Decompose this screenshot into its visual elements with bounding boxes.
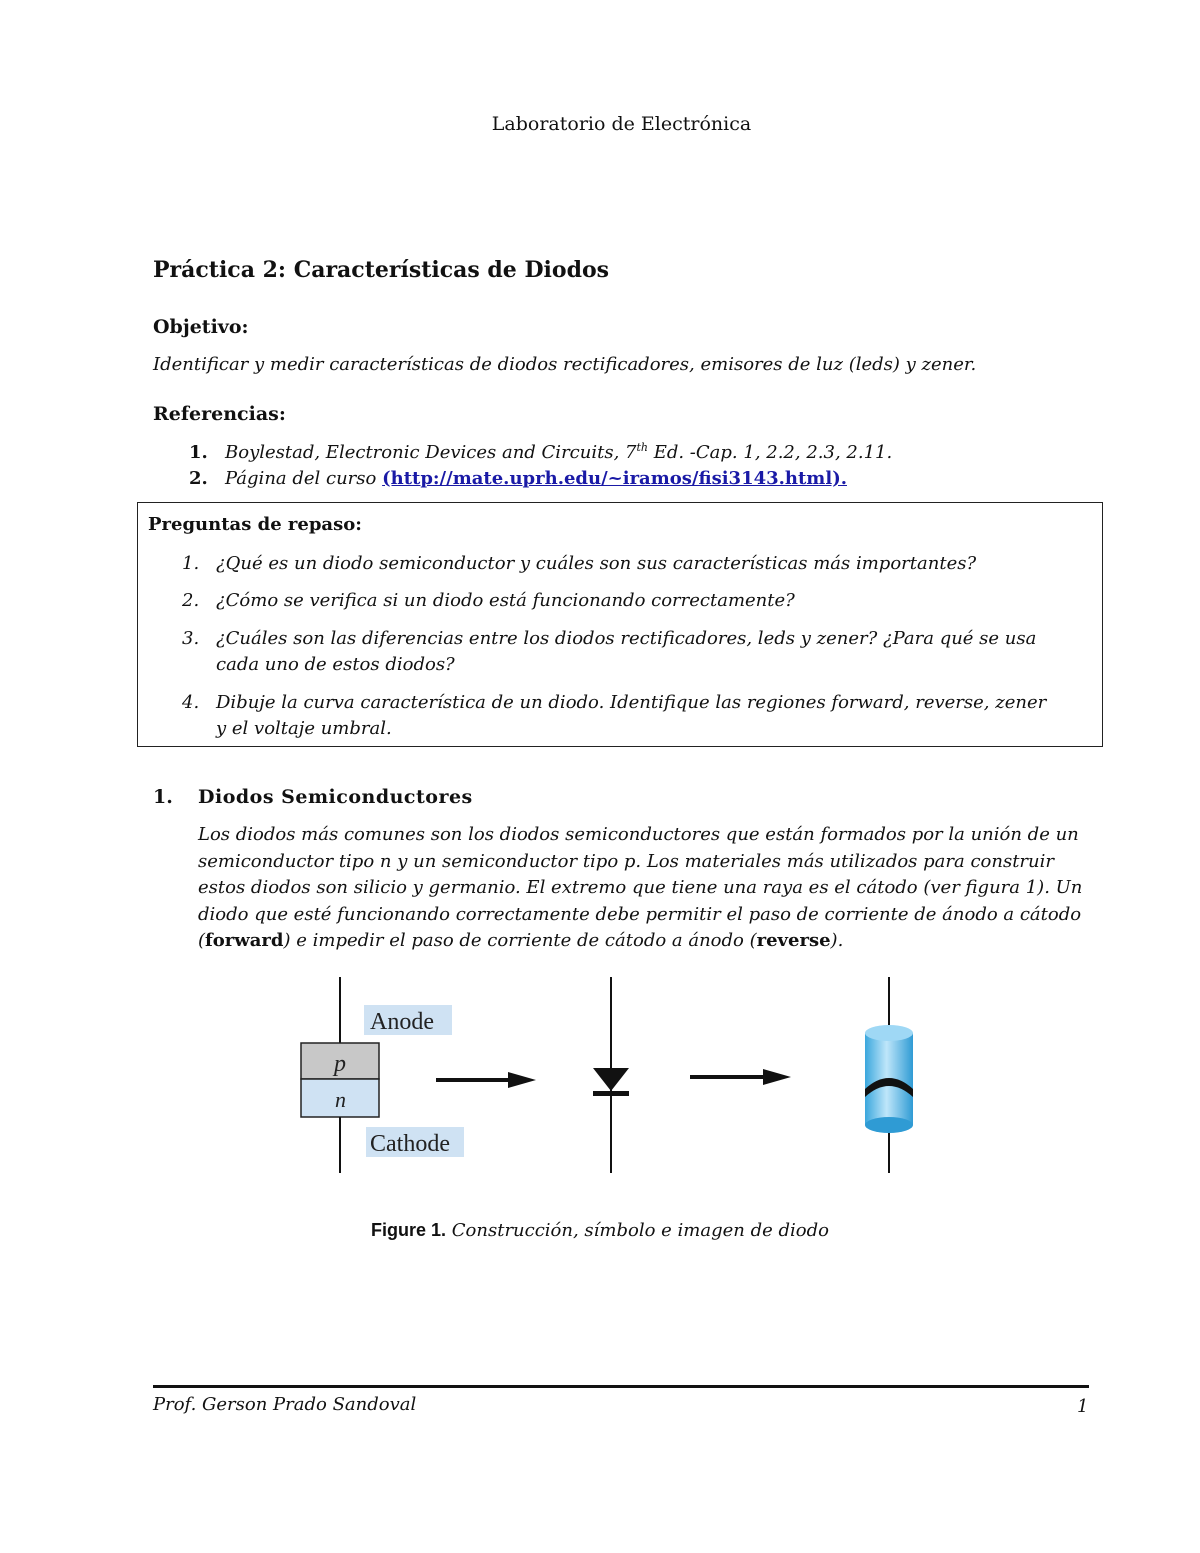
footer-divider — [153, 1385, 1089, 1388]
review-question — [182, 626, 1062, 678]
question-text: ¿Cuáles son las diferencias entre los diodos rectificadores, leds y zener? ¿Para qué se usa cada uno de estos diodos? — [216, 628, 1037, 675]
reference-item — [189, 468, 847, 489]
reference-text: Boylestad, Electronic Devices and Circuits, 7 — [225, 442, 637, 463]
body-text: ) e impedir el paso de corriente de cátodo a ánodo ( — [283, 930, 757, 951]
question-number: 2. — [182, 590, 200, 611]
question-number: 4. — [182, 692, 200, 713]
objective-text: Identificar y medir características de diodos rectificadores, emisores de luz (leds) y zener. — [153, 354, 977, 375]
diode-symbol-bar — [593, 1091, 629, 1096]
arrow-right-icon — [508, 1072, 536, 1088]
objective-heading: Objetivo: — [153, 316, 249, 338]
question-number: 3. — [182, 628, 200, 649]
question-text: Dibuje la curva característica de un diodo. Identifique las regiones forward, reverse, zener y el voltaje umbral. — [216, 692, 1047, 739]
question-number: 1. — [182, 553, 200, 574]
reference-number: 2. — [189, 468, 208, 489]
diode-symbol-icon — [593, 1068, 629, 1091]
figure-caption — [0, 1220, 1200, 1241]
anode-label: Anode — [370, 1009, 434, 1035]
reference-item — [189, 441, 892, 463]
reference-number: 1. — [189, 442, 208, 463]
practice-title: Práctica 2: Características de Diodos — [153, 257, 610, 283]
section-body — [198, 822, 1093, 955]
reference-text: Página del curso — [225, 468, 383, 489]
review-heading: Preguntas de repaso: — [148, 514, 362, 535]
cathode-label: Cathode — [370, 1131, 450, 1157]
reference-superscript: th — [636, 441, 648, 454]
page-number: 1 — [1077, 1396, 1089, 1417]
footer-author: Prof. Gerson Prado Sandoval — [153, 1394, 417, 1415]
section-number: 1. — [153, 786, 173, 808]
review-question — [182, 551, 1062, 577]
reference-text-tail: Ed. -Cap. 1, 2.2, 2.3, 2.11. — [647, 442, 893, 463]
n-label: n — [335, 1087, 346, 1112]
document-header: Laboratorio de Electrónica — [491, 113, 752, 135]
review-question — [182, 690, 1062, 742]
figure-caption-label: Figure 1. — [371, 1220, 447, 1240]
references-heading: Referencias: — [153, 403, 286, 425]
diode-body-top — [865, 1025, 913, 1041]
question-text: ¿Qué es un diodo semiconductor y cuáles son sus características más importantes? — [216, 553, 977, 574]
body-bold-forward: forward — [205, 930, 284, 951]
figure-caption-text: Construcción, símbolo e imagen de diodo — [446, 1220, 829, 1241]
body-bold-reverse: reverse — [756, 930, 831, 951]
diode-figure — [290, 975, 930, 1180]
p-label: p — [334, 1051, 346, 1077]
body-text: Los diodos más comunes son los diodos semiconductores que están formados por la unión de un semiconductor tipo n y un semiconductor tipo p. Los materiales más utilizados para construir estos diodos son silicio y germanio. El extremo que tiene una raya es el cátodo (ver figura 1). Un diodo que esté funcionando correctamente debe permitir el paso de corriente de ánodo a cátodo ( — [198, 824, 1083, 951]
question-text: ¿Cómo se verifica si un diodo está funcionando correctamente? — [216, 590, 795, 611]
body-text: ). — [830, 930, 844, 951]
review-question — [182, 588, 1062, 614]
arrow-right-icon — [763, 1069, 791, 1085]
course-page-link[interactable]: (http://mate.uprh.edu/~iramos/fisi3143.html). — [382, 468, 847, 489]
section-title: Diodos Semiconductores — [198, 786, 473, 808]
diode-body-bottom — [865, 1117, 913, 1133]
